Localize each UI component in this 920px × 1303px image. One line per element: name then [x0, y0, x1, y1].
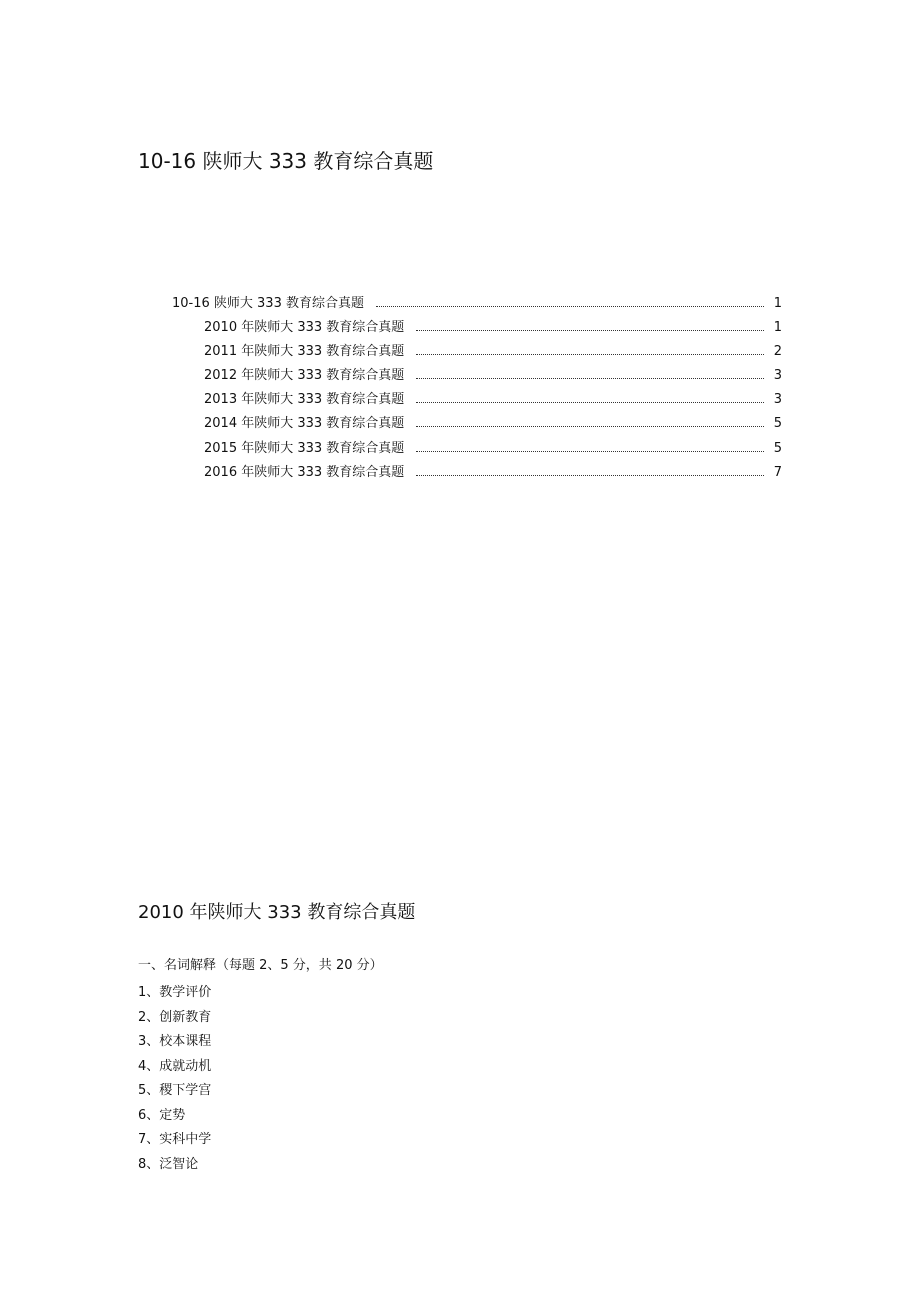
- toc-leader-dots: [416, 402, 764, 403]
- toc-entry-page: 5: [773, 416, 782, 431]
- toc-entry-label: 2013 年陕师大 333 教育综合真题: [204, 392, 405, 407]
- toc-entry[interactable]: [204, 414, 782, 434]
- list-item: 7、实科中学: [138, 1132, 212, 1147]
- toc-entry-label: 2014 年陕师大 333 教育综合真题: [204, 416, 405, 431]
- question-heading: 一、名词解释（每题 2、5 分，共 20 分）: [138, 958, 383, 973]
- toc-leader-dots: [416, 354, 764, 355]
- toc-entry-page: 3: [773, 368, 782, 383]
- toc-leader-dots: [416, 426, 764, 427]
- toc-entry-page: 1: [773, 320, 782, 335]
- toc-leader-dots: [416, 378, 764, 379]
- toc-entry[interactable]: [204, 342, 782, 362]
- list-item: 3、校本课程: [138, 1034, 212, 1049]
- toc-entry-label: 2015 年陕师大 333 教育综合真题: [204, 441, 405, 456]
- list-item: 4、成就动机: [138, 1058, 212, 1074]
- term-list: [138, 983, 211, 1179]
- toc-entry-page: 2: [773, 344, 782, 359]
- toc-entry-page: 7: [773, 465, 782, 480]
- section-title: 2010 年陕师大 333 教育综合真题: [138, 902, 416, 923]
- toc-entry-label: 2011 年陕师大 333 教育综合真题: [204, 344, 405, 359]
- list-item: 2、创新教育: [138, 1009, 212, 1025]
- toc-leader-dots: [416, 475, 764, 476]
- toc-leader-dots: [376, 306, 764, 307]
- toc-entry-label: 10-16 陕师大 333 教育综合真题: [172, 296, 364, 311]
- toc-leader-dots: [416, 330, 764, 331]
- toc-entry[interactable]: [204, 366, 782, 386]
- list-item: 5、稷下学宫: [138, 1083, 212, 1098]
- list-item: 1、教学评价: [138, 985, 212, 1000]
- list-item: 8、泛智论: [138, 1156, 199, 1172]
- toc-entry-page: 1: [773, 296, 782, 311]
- toc-entry[interactable]: [204, 318, 782, 338]
- list-item: 6、定势: [138, 1107, 186, 1123]
- toc-entry-page: 3: [773, 392, 782, 407]
- toc-entry-label: 2016 年陕师大 333 教育综合真题: [204, 465, 405, 480]
- toc-entry-label: 2010 年陕师大 333 教育综合真题: [204, 320, 405, 335]
- toc-entry-page: 5: [773, 441, 782, 456]
- toc-entry[interactable]: [204, 390, 782, 410]
- toc-leader-dots: [416, 451, 764, 452]
- toc-entry[interactable]: [204, 463, 782, 483]
- toc-entry[interactable]: [204, 439, 782, 459]
- toc-entry-label: 2012 年陕师大 333 教育综合真题: [204, 368, 405, 383]
- toc-entry[interactable]: [172, 294, 782, 314]
- document-title: 10-16 陕师大 333 教育综合真题: [138, 149, 434, 173]
